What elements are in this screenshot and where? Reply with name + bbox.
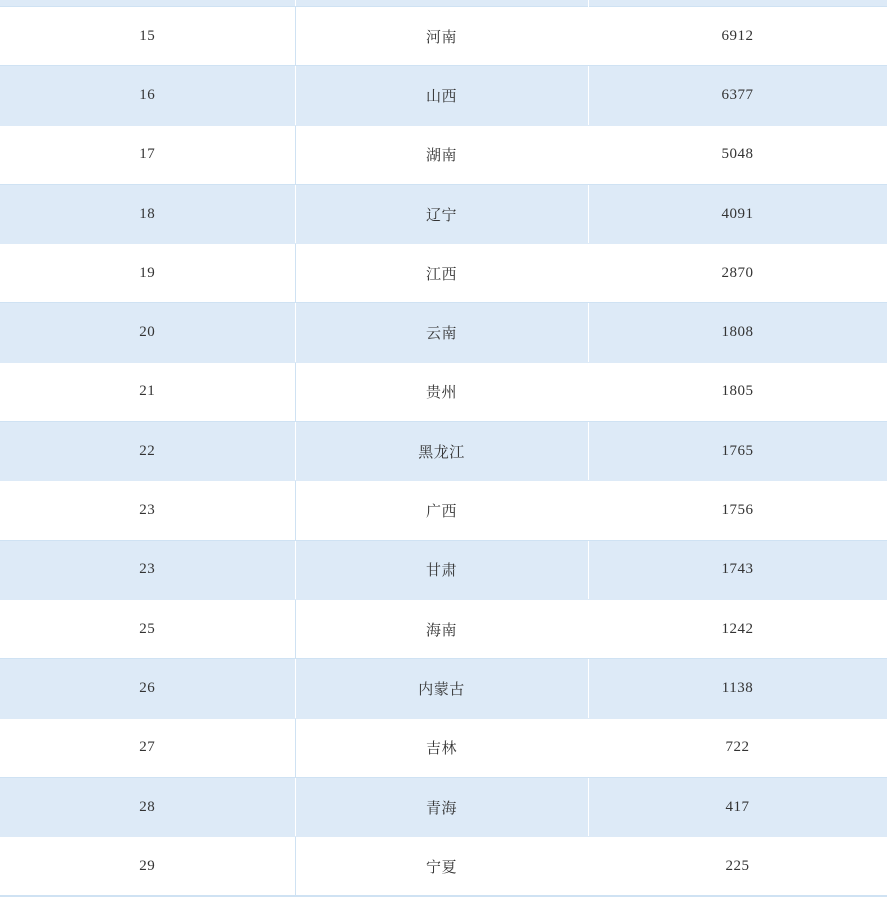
- cell-rank: 20: [0, 303, 295, 362]
- cell-value: 6377: [588, 66, 887, 125]
- cell-region: 辽宁: [295, 184, 588, 243]
- cell-value: 722: [588, 718, 887, 777]
- table-row: [0, 540, 887, 599]
- cell-value: 1805: [588, 362, 887, 421]
- cell-rank: 21: [0, 362, 295, 421]
- table-row: [0, 303, 887, 362]
- cell-value: 1756: [588, 481, 887, 540]
- cell-region: 内蒙古: [295, 659, 588, 718]
- cell-region: 山西: [295, 66, 588, 125]
- table-row: [0, 659, 887, 718]
- cell-region: 吉林: [295, 718, 588, 777]
- cell-rank: 29: [0, 837, 295, 896]
- cell-rank: 17: [0, 125, 295, 184]
- cell-region: 江西: [295, 244, 588, 303]
- table-row: [0, 481, 887, 540]
- ranking-table-body: [0, 7, 887, 896]
- cell-value: 1743: [588, 540, 887, 599]
- cell-rank: 15: [0, 7, 295, 66]
- cell-region: 河南: [295, 7, 588, 66]
- table-row: [0, 362, 887, 421]
- cell-rank: 27: [0, 718, 295, 777]
- cell-value: 1765: [588, 422, 887, 481]
- table-row: [0, 718, 887, 777]
- cell-region: 广西: [295, 481, 588, 540]
- cell-rank: 16: [0, 66, 295, 125]
- cell-region: 云南: [295, 303, 588, 362]
- cell-value: 1808: [588, 303, 887, 362]
- cell-rank: 25: [0, 599, 295, 658]
- table-row: [0, 599, 887, 658]
- table-bottom-partial-row: [0, 896, 887, 904]
- table-row: [0, 184, 887, 243]
- cell-region: 贵州: [295, 362, 588, 421]
- cell-region: 湖南: [295, 125, 588, 184]
- cell-rank: 28: [0, 777, 295, 836]
- cell-region: 甘肃: [295, 540, 588, 599]
- table-row: [0, 244, 887, 303]
- table-top-partial-row: [0, 0, 887, 6]
- cell-value: 1242: [588, 599, 887, 658]
- cell-value: 1138: [588, 659, 887, 718]
- ranking-table: [0, 6, 887, 896]
- cell-rank: 26: [0, 659, 295, 718]
- cell-region: 青海: [295, 777, 588, 836]
- cell-value: 225: [588, 837, 887, 896]
- cell-value: 5048: [588, 125, 887, 184]
- table-row: [0, 125, 887, 184]
- table-row: [0, 837, 887, 896]
- cell-value: 4091: [588, 184, 887, 243]
- cell-rank: 18: [0, 184, 295, 243]
- table-row: [0, 7, 887, 66]
- cell-region: 黑龙江: [295, 422, 588, 481]
- cell-rank: 19: [0, 244, 295, 303]
- cell-region: 海南: [295, 599, 588, 658]
- table-row: [0, 66, 887, 125]
- cell-rank: 22: [0, 422, 295, 481]
- ranking-table-container: [0, 6, 887, 896]
- cell-rank: 23: [0, 481, 295, 540]
- cell-rank: 23: [0, 540, 295, 599]
- table-row: [0, 777, 887, 836]
- cell-value: 2870: [588, 244, 887, 303]
- table-row: [0, 422, 887, 481]
- cell-value: 417: [588, 777, 887, 836]
- cell-region: 宁夏: [295, 837, 588, 896]
- cell-value: 6912: [588, 7, 887, 66]
